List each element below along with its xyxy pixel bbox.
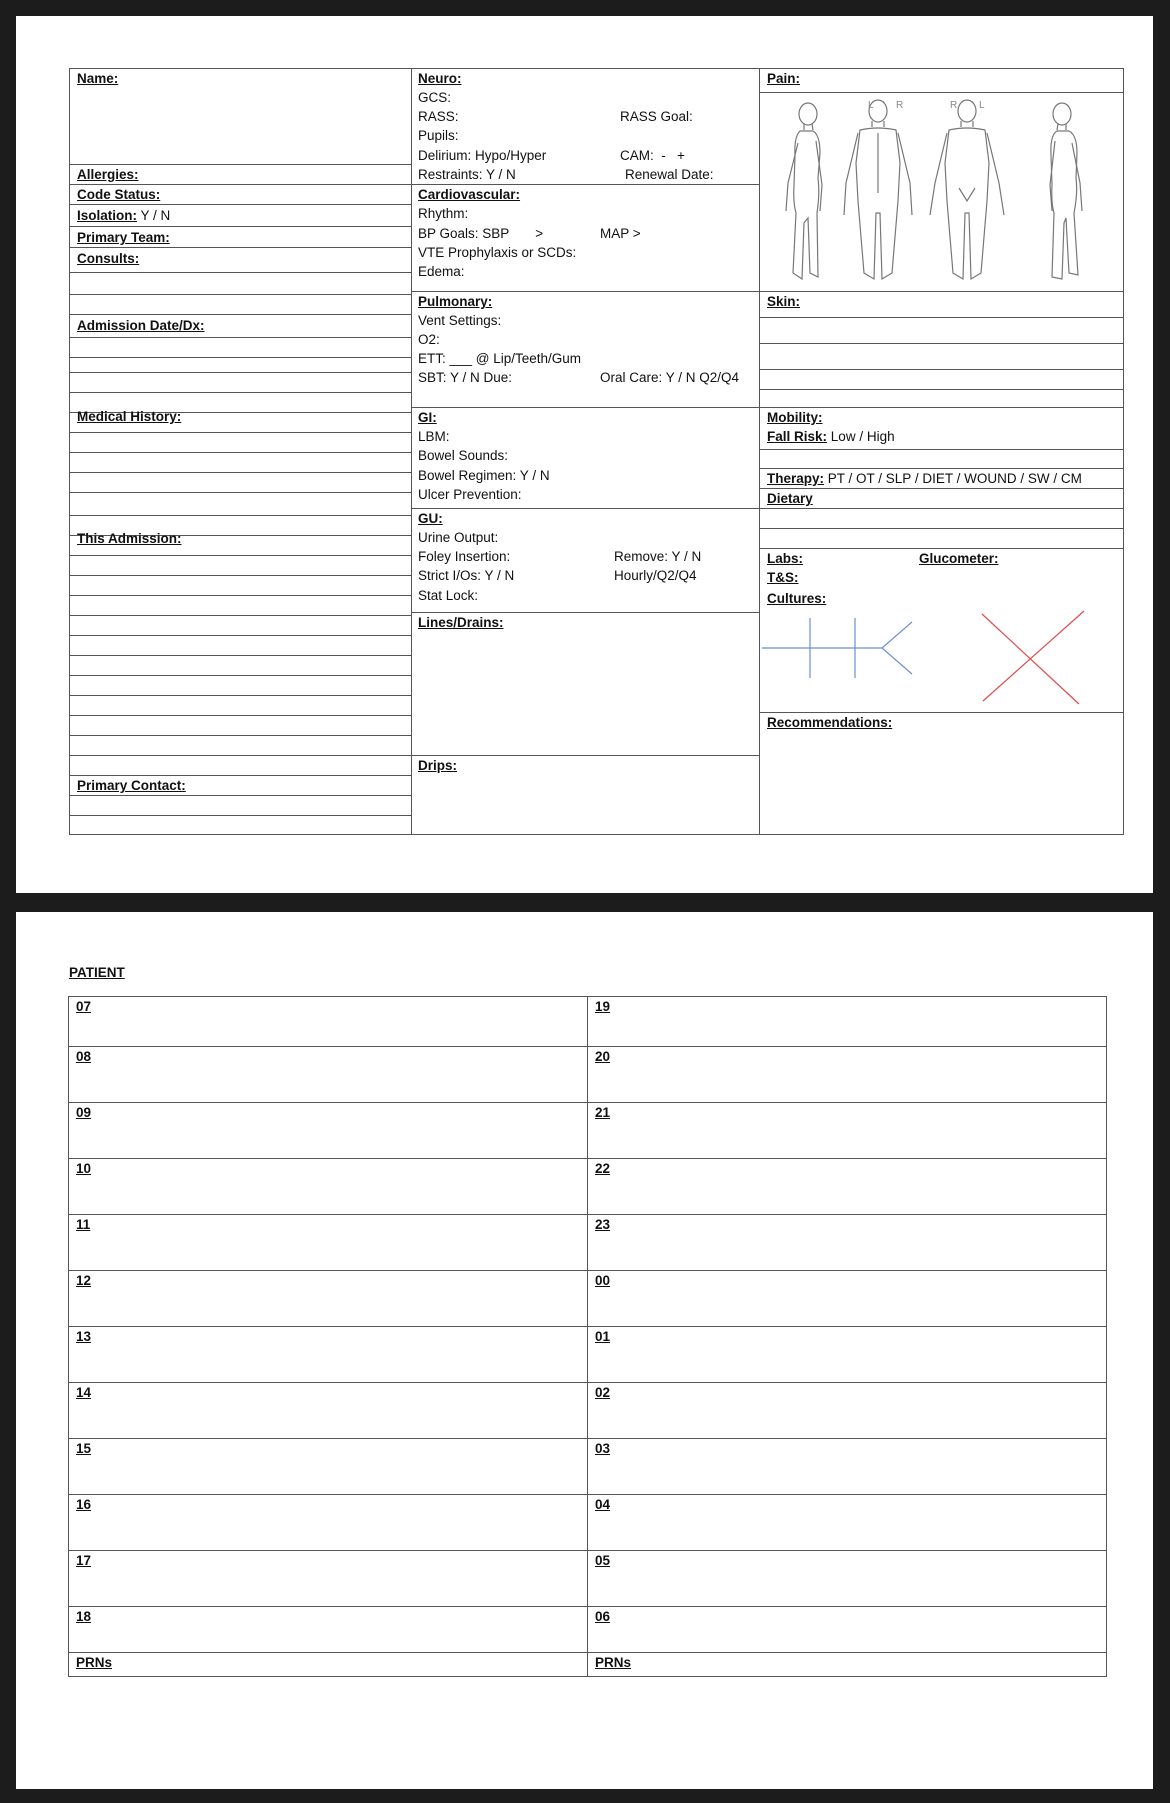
hour-label: 08 <box>76 1049 92 1064</box>
hour-cell-03[interactable] <box>588 1439 1106 1495</box>
name-label: Name: <box>77 71 119 86</box>
code-status-label: Code Status: <box>77 187 161 202</box>
labs-heading: Labs: <box>767 551 804 566</box>
hour-cell-22[interactable] <box>588 1159 1106 1215</box>
hour-label: 23 <box>595 1217 611 1232</box>
hour-label: 18 <box>76 1609 92 1624</box>
body-front-figure <box>930 100 1004 279</box>
hour-label: 14 <box>76 1385 92 1400</box>
urine-output-label: Urine Output: <box>418 530 499 545</box>
lab-diagrams <box>760 606 1123 711</box>
hourly-label: Hourly/Q2/Q4 <box>614 568 697 583</box>
bowel-sounds-label: Bowel Sounds: <box>418 448 509 463</box>
glucometer-heading: Glucometer: <box>919 551 999 566</box>
body-label-r2: R <box>950 100 958 111</box>
allergies-label: Allergies: <box>77 167 139 182</box>
lines-drains-heading: Lines/Drains: <box>418 615 504 630</box>
lab-fishbone-diagram <box>762 618 912 678</box>
ulcer-prevention-label: Ulcer Prevention: <box>418 487 522 502</box>
hour-label: 07 <box>76 999 92 1014</box>
this-admission-label: This Admission: <box>77 531 182 546</box>
gu-heading: GU: <box>418 511 443 526</box>
map-label: MAP > <box>600 226 641 241</box>
hour-cell-18[interactable] <box>69 1607 588 1653</box>
hour-label: 10 <box>76 1161 92 1176</box>
hour-label: 05 <box>595 1553 611 1568</box>
therapy-label: Therapy: <box>767 471 825 486</box>
admission-date-dx-label: Admission Date/Dx: <box>77 318 205 333</box>
hour-label: 11 <box>76 1217 91 1232</box>
prn-cell-right[interactable] <box>588 1653 1106 1676</box>
hour-cell-21[interactable] <box>588 1103 1106 1159</box>
pupils-label: Pupils: <box>418 128 459 143</box>
hour-cell-06[interactable] <box>588 1607 1106 1653</box>
body-label-l1: L <box>868 100 874 111</box>
consults-label: Consults: <box>77 251 140 266</box>
hour-label: 15 <box>76 1441 92 1456</box>
hour-cell-13[interactable] <box>69 1327 588 1383</box>
hour-cell-05[interactable] <box>588 1551 1106 1607</box>
hour-label: 03 <box>595 1441 611 1456</box>
rass-label: RASS: <box>418 109 459 124</box>
primary-contact-label: Primary Contact: <box>77 778 186 793</box>
restraints-label: Restraints: Y / N <box>418 167 516 182</box>
gi-heading: GI: <box>418 410 437 425</box>
prn-cell-left[interactable] <box>69 1653 588 1676</box>
remove-label: Remove: Y / N <box>614 549 702 564</box>
hour-cell-20[interactable] <box>588 1047 1106 1103</box>
hour-cell-07[interactable] <box>69 997 588 1047</box>
hour-cell-02[interactable] <box>588 1383 1106 1439</box>
bowel-regimen-label: Bowel Regimen: Y / N <box>418 468 550 483</box>
hour-cell-11[interactable] <box>69 1215 588 1271</box>
isolation-field <box>77 208 170 224</box>
lbm-label: LBM: <box>418 429 450 444</box>
rass-goal-label: RASS Goal: <box>620 109 693 124</box>
pain-heading: Pain: <box>767 71 801 86</box>
body-side-left-figure <box>786 103 822 279</box>
ts-heading: T&S: <box>767 570 799 585</box>
hour-label: 01 <box>595 1329 611 1344</box>
body-label-r1: R <box>896 100 904 111</box>
pain-body-diagram <box>760 93 1123 290</box>
body-side-right-figure <box>1050 103 1082 279</box>
therapy-options: PT / OT / SLP / DIET / WOUND / SW / CM <box>827 471 1082 486</box>
hour-cell-16[interactable] <box>69 1495 588 1551</box>
gcs-label: GCS: <box>418 90 452 105</box>
isolation-label: Isolation: <box>77 208 137 223</box>
flowsheet-page-1 <box>16 16 1153 893</box>
hour-label: 16 <box>76 1497 92 1512</box>
fall-risk-field <box>767 429 895 445</box>
hour-cell-09[interactable] <box>69 1103 588 1159</box>
hour-label: 12 <box>76 1273 92 1288</box>
mobility-heading: Mobility: <box>767 410 823 425</box>
hour-cell-10[interactable] <box>69 1159 588 1215</box>
hour-label: 19 <box>595 999 611 1014</box>
hour-label: 00 <box>595 1273 611 1288</box>
vte-prophylaxis-label: VTE Prophylaxis or SCDs: <box>418 245 577 260</box>
hour-label: 17 <box>76 1553 92 1568</box>
hour-cell-04[interactable] <box>588 1495 1106 1551</box>
sbt-label: SBT: Y / N Due: <box>418 370 513 385</box>
rhythm-label: Rhythm: <box>418 206 469 221</box>
recommendations-heading: Recommendations: <box>767 715 893 730</box>
neuro-heading: Neuro: <box>418 71 462 86</box>
hour-label: 13 <box>76 1329 92 1344</box>
delirium-label: Delirium: Hypo/Hyper <box>418 148 547 163</box>
patient-heading: PATIENT <box>69 965 125 980</box>
hour-cell-00[interactable] <box>588 1271 1106 1327</box>
fall-risk-options: Low / High <box>830 429 895 444</box>
hour-cell-19[interactable] <box>588 997 1106 1047</box>
hour-cell-15[interactable] <box>69 1439 588 1495</box>
body-back-figure <box>844 100 912 279</box>
hour-cell-12[interactable] <box>69 1271 588 1327</box>
body-label-l2: L <box>979 100 985 111</box>
isolation-options: Y / N <box>140 208 171 223</box>
bp-goals-label: BP Goals: SBP > <box>418 226 544 241</box>
hour-label: 21 <box>595 1105 611 1120</box>
dietary-heading: Dietary <box>767 491 813 506</box>
hour-cell-01[interactable] <box>588 1327 1106 1383</box>
hour-cell-17[interactable] <box>69 1551 588 1607</box>
oral-care-label: Oral Care: Y / N Q2/Q4 <box>600 370 740 385</box>
hour-cell-14[interactable] <box>69 1383 588 1439</box>
hour-cell-08[interactable] <box>69 1047 588 1103</box>
vent-settings-label: Vent Settings: <box>418 313 502 328</box>
fall-risk-label: Fall Risk: <box>767 429 828 444</box>
hour-label: 20 <box>595 1049 611 1064</box>
prn-label: PRNs <box>76 1655 113 1670</box>
strict-io-label: Strict I/Os: Y / N <box>418 568 515 583</box>
hour-label: 22 <box>595 1161 611 1176</box>
hourly-grid <box>68 996 1107 1677</box>
hour-label: 09 <box>76 1105 92 1120</box>
skin-heading: Skin: <box>767 294 801 309</box>
cardiovascular-heading: Cardiovascular: <box>418 187 521 202</box>
renewal-date-label: Renewal Date: <box>625 167 714 182</box>
cam-label: CAM: - + <box>620 148 685 163</box>
ett-label: ETT: ___ @ Lip/Teeth/Gum <box>418 351 582 366</box>
foley-insertion-label: Foley Insertion: <box>418 549 511 564</box>
primary-team-label: Primary Team: <box>77 230 170 245</box>
hour-label: 04 <box>595 1497 611 1512</box>
edema-label: Edema: <box>418 264 465 279</box>
hour-label: 02 <box>595 1385 611 1400</box>
hour-cell-23[interactable] <box>588 1215 1106 1271</box>
cultures-heading: Cultures: <box>767 591 827 606</box>
hour-label: 06 <box>595 1609 611 1624</box>
stat-lock-label: Stat Lock: <box>418 588 479 603</box>
therapy-field <box>767 471 1082 487</box>
flowsheet-page-2 <box>16 912 1153 1789</box>
prn-label: PRNs <box>595 1655 632 1670</box>
medical-history-label: Medical History: <box>77 409 182 424</box>
drips-heading: Drips: <box>418 758 458 773</box>
pulmonary-heading: Pulmonary: <box>418 294 493 309</box>
o2-label: O2: <box>418 332 440 347</box>
lab-cross-diagram <box>982 611 1084 704</box>
